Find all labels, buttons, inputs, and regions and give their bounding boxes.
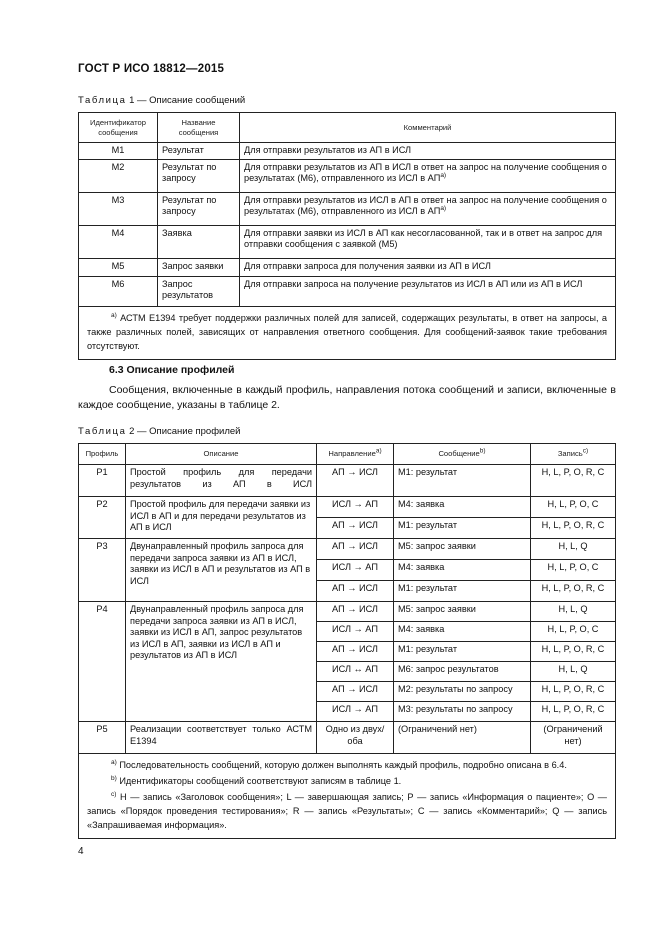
record: H, L, P, O, R, C	[531, 682, 616, 702]
table2-header-direction	[317, 444, 394, 465]
footnote-marker: a)	[111, 758, 117, 766]
table1-caption-rest: 1 — Описание сообщений	[126, 95, 246, 106]
record: (Ограничений нет)	[531, 722, 616, 754]
table-profiles	[78, 443, 616, 839]
table-row	[79, 497, 616, 518]
footnote-marker: b)	[111, 774, 117, 782]
record: H, L, P, O, R, C	[531, 581, 616, 602]
table2-footnotes	[79, 754, 616, 839]
table2-header-message	[394, 444, 531, 465]
record: H, L, Q	[531, 539, 616, 560]
message-comment: Для отправки запроса на получение результатов из ИСЛ в АП или из АП в ИСЛ	[240, 276, 616, 306]
message: М4: заявка	[394, 622, 531, 642]
profile-id: P3	[79, 539, 126, 602]
profile-id: P5	[79, 722, 126, 754]
direction: Одно из двух/оба	[317, 722, 394, 754]
table1-caption	[78, 95, 245, 106]
table-row	[79, 258, 616, 276]
record: H, L, Q	[531, 602, 616, 622]
footnote-ref: a)	[440, 171, 447, 179]
table-row	[79, 192, 616, 225]
table2-footnote-row	[79, 754, 616, 839]
header-text: Запись	[557, 449, 583, 458]
table-row	[79, 225, 616, 258]
message: М1: результат	[394, 465, 531, 497]
header-text: Сообщение	[438, 449, 480, 458]
message-id: M2	[79, 159, 158, 192]
profile-description: Двунаправленный профиль запроса для передачи запроса заявки из АП в ИСЛ, заявки из ИСЛ в АП и результатов из АП в ИСЛ	[126, 539, 317, 602]
direction: АП → ИСЛ	[317, 682, 394, 702]
footnote-a	[87, 758, 607, 772]
footnote-c	[87, 790, 607, 832]
profile-id: P4	[79, 602, 126, 722]
record: H, L, P, O, R, C	[531, 465, 616, 497]
direction: ИСЛ → АП	[317, 702, 394, 722]
table1-header-comment: Комментарий	[240, 113, 616, 143]
message-name: Результат по запросу	[158, 159, 240, 192]
message-id: M6	[79, 276, 158, 306]
footnote-b	[87, 774, 607, 788]
message: М4: заявка	[394, 560, 531, 581]
table-row	[79, 602, 616, 622]
footnote-ref: a)	[440, 204, 447, 212]
direction: АП → ИСЛ	[317, 518, 394, 539]
footnote-ref: a)	[375, 447, 382, 455]
message: М5: запрос заявки	[394, 539, 531, 560]
comment-text: Для отправки результатов из ИСЛ в АП в ответ на запрос на получение сообщения о результатах (М6), отправленного из ИСЛ в АП	[244, 194, 607, 216]
record: H, L, P, O, C	[531, 622, 616, 642]
comment-text: Для отправки результатов из АП в ИСЛ	[244, 145, 412, 155]
record: H, L, P, O, C	[531, 560, 616, 581]
table1-header-name: Название сообщения	[158, 113, 240, 143]
message: М3: результаты по запросу	[394, 702, 531, 722]
message-id: M4	[79, 225, 158, 258]
table1-footnote-row	[79, 306, 616, 359]
message-name: Запрос результатов	[158, 276, 240, 306]
direction: АП → ИСЛ	[317, 642, 394, 662]
record: H, L, P, O, R, C	[531, 642, 616, 662]
profile-id: P2	[79, 497, 126, 539]
profile-description: Простой профиль для передачи заявки из ИСЛ в АП и для передачи результатов из АП в ИСЛ	[126, 497, 317, 539]
table1-header-row	[79, 113, 616, 143]
table-messages	[78, 112, 616, 360]
page-number: 4	[78, 846, 84, 857]
message: М1: результат	[394, 518, 531, 539]
message-id: M3	[79, 192, 158, 225]
table2-header-row	[79, 444, 616, 465]
table2-caption-prefix: Таблица	[78, 426, 127, 437]
record: H, L, P, O, R, C	[531, 702, 616, 722]
direction: ИСЛ → АП	[317, 497, 394, 518]
section-title: 6.3 Описание профилей	[109, 364, 235, 376]
direction: ИСЛ → АП	[317, 622, 394, 642]
table-row	[79, 276, 616, 306]
message-id: M5	[79, 258, 158, 276]
profile-id: P1	[79, 465, 126, 497]
message: М5: запрос заявки	[394, 602, 531, 622]
footnote-text: Н — запись «Заголовок сообщения»; L — завершающая запись; Р — запись «Информация о пациенте»; О — запись «Порядок проведения тестирования»; R — запись «Результаты»; С — запись «Комментарий»; Q — запись «Запрашиваемая информация».	[87, 792, 607, 830]
message-comment	[240, 192, 616, 225]
message-name: Результат	[158, 143, 240, 160]
direction: ИСЛ ↔ АП	[317, 662, 394, 682]
message-comment: Для отправки заявки из ИСЛ в АП как несогласованной, так и в ответ на запрос для отправки сообщения с заявкой (М5)	[240, 225, 616, 258]
footnote-ref: b)	[479, 447, 486, 455]
message: (Ограничений нет)	[394, 722, 531, 754]
footnote-ref: c)	[582, 447, 589, 455]
comment-text: Для отправки результатов из АП в ИСЛ в ответ на запрос на получение сообщения о результатах (М6), отправленного из ИСЛ в АП	[244, 161, 607, 183]
message-comment: Для отправки запроса для получения заявки из АП в ИСЛ	[240, 258, 616, 276]
table2-header-profile: Профиль	[79, 444, 126, 465]
message: М2: результаты по запросу	[394, 682, 531, 702]
profile-description: Реализации соответствует только АСТМ Е1394	[126, 722, 317, 754]
profile-description: Двунаправленный профиль запроса для передачи запроса заявки из АП в ИСЛ, заявки из ИСЛ в АП, запрос результатов из ИСЛ в АП, заявки из ИСЛ в АП и результатов из АП в ИСЛ	[126, 602, 317, 722]
message-comment	[240, 143, 616, 160]
footnote-text: Последовательность сообщений, которую должен выполнять каждый профиль, подробно описана в 6.4.	[116, 760, 567, 770]
message: М1: результат	[394, 642, 531, 662]
table-row	[79, 143, 616, 160]
table1-header-id: Идентификатор сообщения	[79, 113, 158, 143]
document-header: ГОСТ Р ИСО 18812—2015	[78, 63, 225, 75]
message: М4: заявка	[394, 497, 531, 518]
message-name: Результат по запросу	[158, 192, 240, 225]
footnote-text: Идентификаторы сообщений соответствуют записям в таблице 1.	[116, 776, 402, 786]
table2-header-record	[531, 444, 616, 465]
direction: АП → ИСЛ	[317, 581, 394, 602]
table2-caption-rest: 2 — Описание профилей	[126, 426, 241, 437]
footnote-text: АСТМ Е1394 требует поддержки различных полей для записей, содержащих результаты, в ответ на запросы, а также различных полей, зависящих от направления ответного сообщения. Для сообщений-заявок такие требования отсутствуют.	[87, 312, 607, 351]
record: H, L, P, O, C	[531, 497, 616, 518]
record: H, L, Q	[531, 662, 616, 682]
table2-caption	[78, 426, 240, 437]
table1-caption-prefix: Таблица	[78, 95, 127, 106]
table-row	[79, 722, 616, 754]
message-comment	[240, 159, 616, 192]
message: М6: запрос результатов	[394, 662, 531, 682]
table2-header-description: Описание	[126, 444, 317, 465]
message-name: Запрос заявки	[158, 258, 240, 276]
direction: АП → ИСЛ	[317, 539, 394, 560]
footnote-marker: c)	[111, 790, 117, 798]
header-text: Направление	[328, 449, 376, 458]
direction: ИСЛ → АП	[317, 560, 394, 581]
message-name: Заявка	[158, 225, 240, 258]
message: М1: результат	[394, 581, 531, 602]
table1-footnote	[79, 306, 616, 359]
table-row	[79, 465, 616, 497]
record: H, L, P, O, R, C	[531, 518, 616, 539]
direction: АП → ИСЛ	[317, 602, 394, 622]
section-paragraph: Сообщения, включенные в каждый профиль, направления потока сообщений и записи, включенные в каждое сообщение, указаны в таблице 2.	[78, 384, 616, 411]
table-row	[79, 159, 616, 192]
table-row	[79, 539, 616, 560]
message-id: M1	[79, 143, 158, 160]
footnote-marker: a)	[111, 311, 117, 319]
direction: АП → ИСЛ	[317, 465, 394, 497]
profile-description: Простой профиль для передачи результатов из АП в ИСЛ	[126, 465, 317, 497]
